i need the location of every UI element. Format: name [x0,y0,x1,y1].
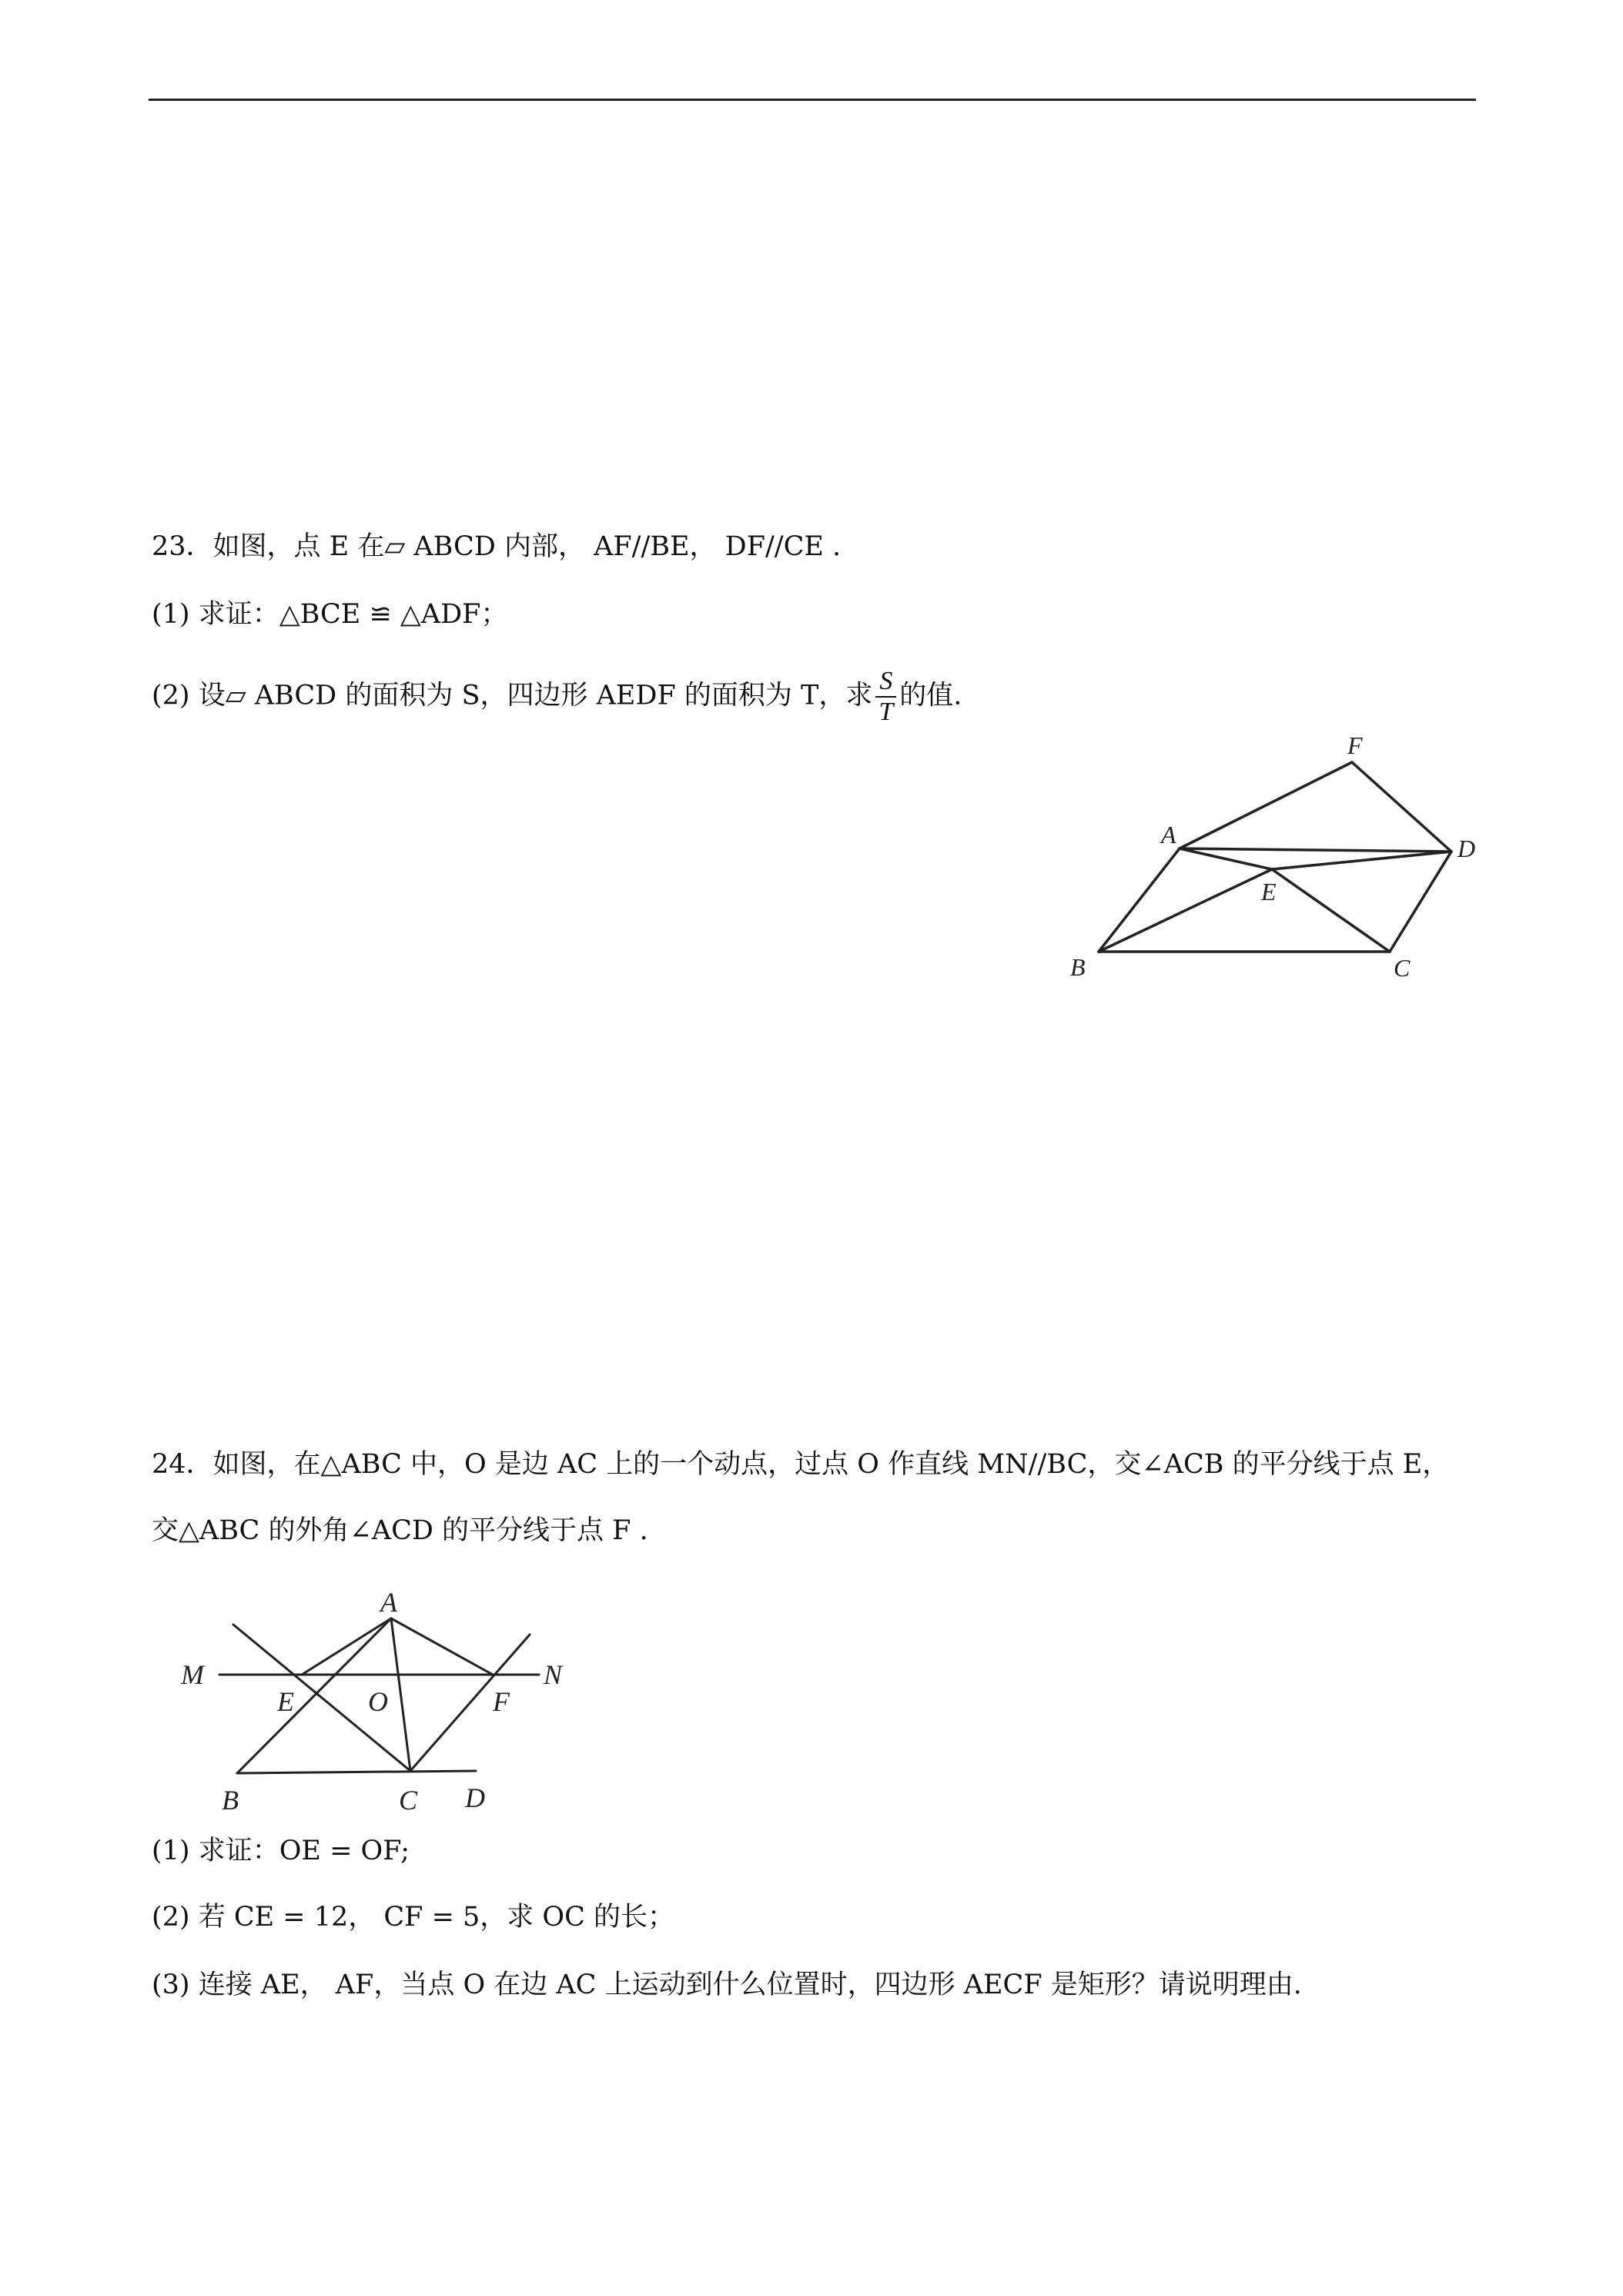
q24-part2: (2) 若 CE = 12， CF = 5，求 OC 的长； [152,1902,675,1933]
q24-label-N: N [544,1659,563,1690]
q24-figure [169,1578,601,1825]
q24-part3: (3) 连接 AE， AF，当点 O 在边 AC 上运动到什么位置时，四边形 AECF 是矩形？请说明理由. [152,1970,1302,2000]
q24-label-E: E [277,1686,294,1717]
q23-part2-end: 的值. [899,680,962,711]
q23-seg-AE [1180,848,1272,869]
q23-seg-AD [1180,848,1451,852]
q24-line-BD [237,1771,476,1773]
q24-label-C: C [399,1785,418,1816]
q24-seg-AE [302,1618,391,1675]
q23-fraction [875,667,896,727]
q23-seg-ED [1272,852,1451,869]
q24-label-O: O [368,1686,388,1717]
q23-seg-FD [1352,762,1451,852]
q23-label-E: E [1261,878,1277,905]
q23-frac-numerator: S [875,667,896,698]
q24-label-D: D [465,1782,485,1813]
q23-part2-text: (2) 设▱ ABCD 的面积为 S，四边形 AEDF 的面积为 T，求 [152,680,873,711]
q23-seg-AB [1099,848,1180,952]
q23-label-D: D [1457,835,1476,862]
q24-part1: (1) 求证：OE = OF; [152,1836,410,1866]
q24-line-CF [410,1635,530,1771]
q23-label-A: A [1161,821,1176,848]
q23-label-B: B [1070,953,1086,981]
q24-seg-AC [391,1618,410,1771]
q23-seg-AF [1180,762,1352,848]
q24-label-M: M [181,1659,204,1690]
q23-figure [1062,728,1494,989]
q24-label-A: A [380,1587,397,1618]
q23-seg-CD [1390,852,1451,952]
q24-stem-line1: 24．如图，在△ABC 中，O 是边 AC 上的一个动点，过点 O 作直线 MN//BC，交∠ACB 的平分线于点 E， [152,1449,1450,1480]
q23-part2 [152,667,962,727]
q24-label-B: B [222,1785,239,1816]
q23-seg-BE [1099,869,1272,952]
q24-stem-line2: 交△ABC 的外角∠ACD 的平分线于点 F . [152,1515,648,1546]
q23-label-C: C [1394,954,1411,982]
q24-label-F: F [493,1686,510,1717]
q23-part1: (1) 求证：△BCE ≌ △ADF； [152,599,508,630]
q23-seg-EC [1272,869,1390,952]
q24-seg-AF [391,1618,493,1675]
header-rule [149,99,1476,101]
q23-frac-denominator: T [878,698,894,726]
q23-stem: 23．如图，点 E 在▱ ABCD 内部， AF//BE， DF//CE . [152,531,842,562]
q23-label-F: F [1347,731,1363,759]
